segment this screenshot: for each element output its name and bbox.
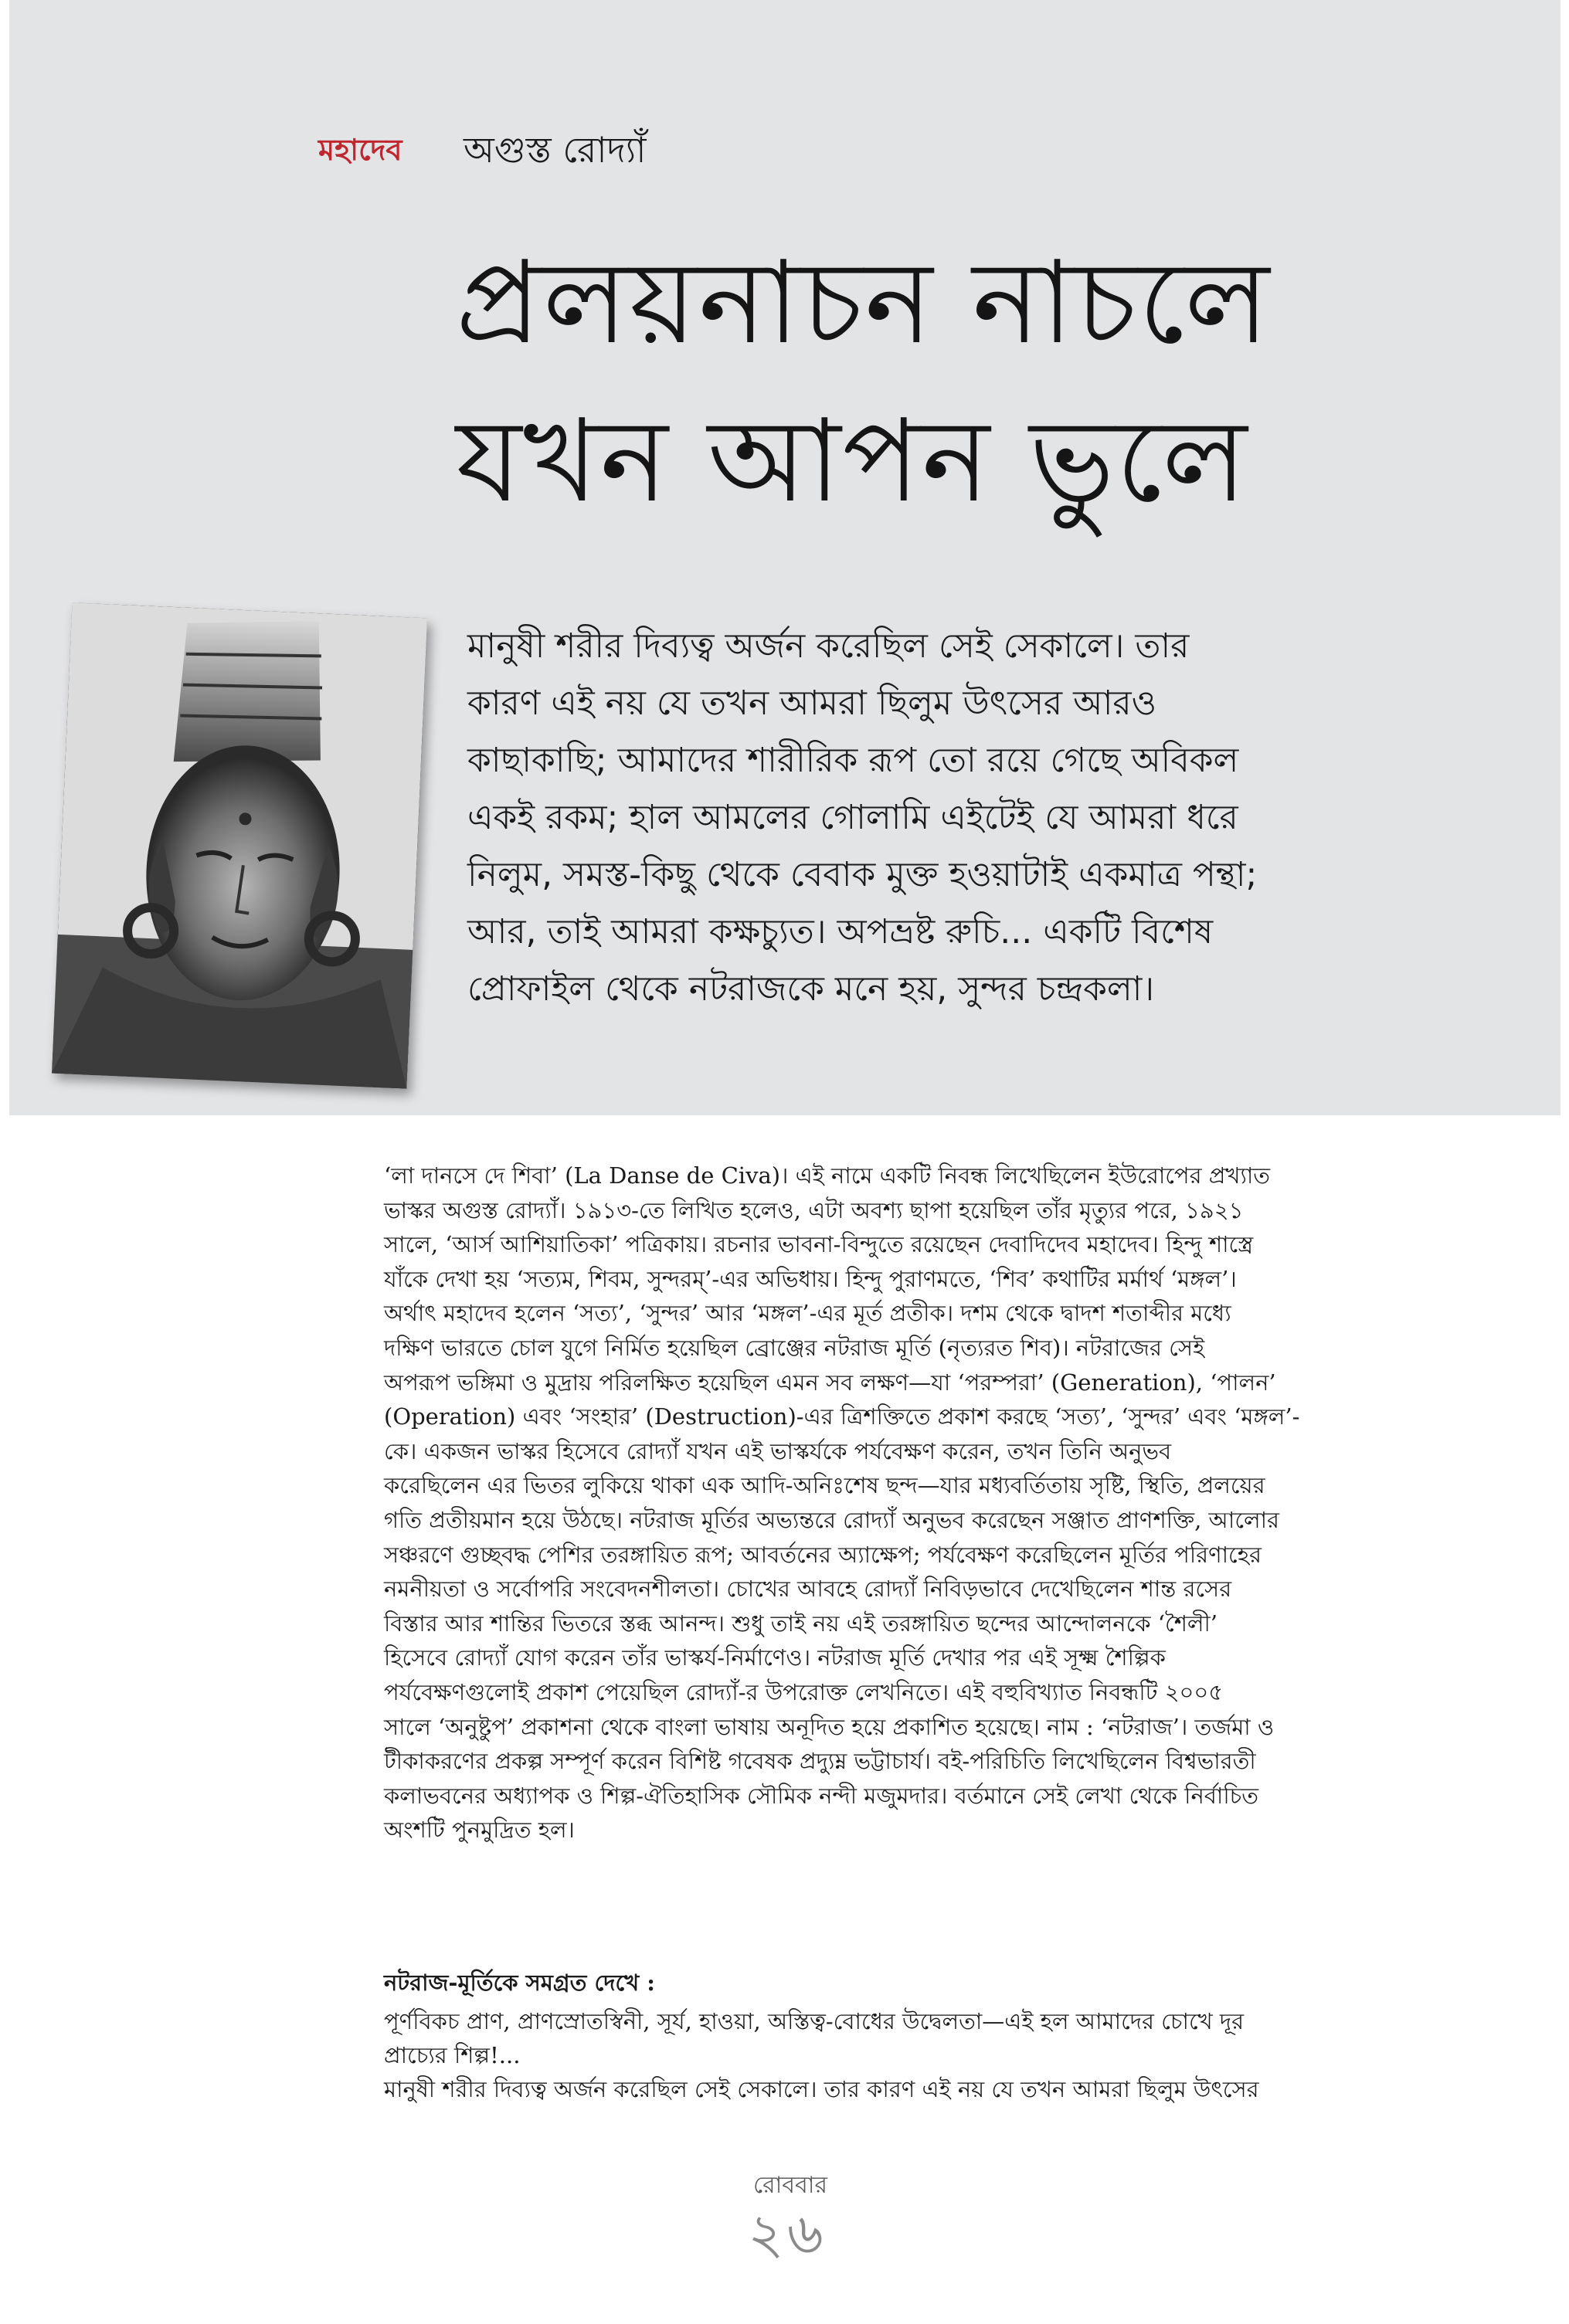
lead-line: কারণ এই নয় যে তখন আমরা ছিলুম উৎসের আরও bbox=[467, 684, 1156, 723]
body-paragraph bbox=[384, 1159, 1388, 1847]
page-number: ২৬ bbox=[748, 2201, 827, 2266]
lead-line: প্রোফাইল থেকে নটরাজকে মনে হয়, সুন্দর চন্দ্রকলা। bbox=[467, 969, 1155, 1009]
quote-line: প্রাচ্যের শিল্প!... bbox=[384, 2042, 521, 2068]
body-line: করেছিলেন এর ভিতর লুকিয়ে থাকা এক আদি-অনিঃশেষ ছন্দ—যার মধ্যবর্তিতায় সৃষ্টি, স্থিতি, প্রলয়ের bbox=[384, 1472, 1265, 1499]
lead-line: নিলুম, সমস্ত-কিছু থেকে বেবাক মুক্ত হওয়াটাই একমাত্র পন্থা; bbox=[467, 855, 1258, 894]
body-line: যাঁকে দেখা হয় ‘সত্যম, শিবম, সুন্দরম্’-এর অভিধায়। হিন্দু পুরাণমতে, ‘শিব’ কথাটির মর্মার্থ ‘মঙ্গল’। bbox=[384, 1265, 1237, 1292]
body-line: নমনীয়তা ও সর্বোপরি সংবেদনশীলতা। চোখের আবহে রোদ্যাঁ নিবিড়ভাবে দেখেছিলেন শান্ত রসের bbox=[384, 1576, 1232, 1603]
sculpture-illustration bbox=[52, 602, 427, 1088]
body-line: পর্যবেক্ষণগুলোই প্রকাশ পেয়েছিল রোদ্যাঁ-র উপরোক্ত লেখনিতে। এই বহুবিখ্যাত নিবন্ধটি ২০০৫ bbox=[384, 1678, 1224, 1705]
quote-line: পূর্ণবিকচ প্রাণ, প্রাণস্রোতস্বিনী, সূর্য, হাওয়া, অস্তিত্ব-বোধের উদ্বেলতা—এই হল আমাদের চোখে দূর bbox=[384, 2008, 1245, 2034]
body-line: ‘লা দানসে দে শিবা’ (La Danse de Civa)। এই নামে একটি নিবন্ধ লিখেছিলেন ইউরোপের প্রখ্যাত bbox=[384, 1162, 1271, 1189]
lead-paragraph bbox=[467, 618, 1503, 1018]
quote-heading: নটরাজ-মূর্তিকে সমগ্রত দেখে : bbox=[384, 1969, 655, 1996]
body-line: সালে ‘অনুষ্টুপ’ প্রকাশনা থেকে বাংলা ভাষায় অনূদিত হয়ে প্রকাশিত হয়েছে। নাম : ‘নটরাজ’। তর্জমা ও bbox=[384, 1713, 1275, 1740]
body-line: দক্ষিণ ভারতে চোল যুগে নির্মিত হয়েছিল ব্রোঞ্জের নটরাজ মূর্তি (নৃত্যরত শিব)। নটরাজের সেই bbox=[384, 1334, 1205, 1361]
footer-section-label: রোববার bbox=[753, 2172, 827, 2199]
body-line: (Operation) এবং ‘সংহার’ (Destruction)-এর ত্রিশক্তিতে প্রকাশ করছে ‘সত্য’, ‘সুন্দর’ এবং ‘মঙ্গল’- bbox=[384, 1403, 1300, 1430]
body-line: টীকাকরণের প্রকল্প সম্পূর্ণ করেন বিশিষ্ট গবেষক প্রদ্যুম্ন ভট্টাচার্য। বই-পরিচিতি লিখেছিলেন বিশ্বভারতী bbox=[384, 1748, 1256, 1775]
body-line: বিস্তার আর শান্তির ভিতরে স্তব্ধ আনন্দ। শুধু তাই নয় এই তরঙ্গায়িত ছন্দের আন্দোলনকে ‘শৈলী’ bbox=[384, 1610, 1218, 1637]
author-byline: অগুস্ত রোদ্যাঁ bbox=[464, 129, 647, 171]
headline-line: যখন আপন ভুলে bbox=[456, 395, 1249, 528]
body-line: কে। একজন ভাস্কর হিসেবে রোদ্যাঁ যখন এই ভাস্কর্যকে পর্যবেক্ষণ করেন, তখন তিনি অনুভব bbox=[384, 1437, 1172, 1464]
lead-line: মানুষী শরীর দিব্যত্ব অর্জন করেছিল সেই সেকালে। তার bbox=[467, 626, 1190, 666]
body-line: কলাভবনের অধ্যাপক ও শিল্প-ঐতিহাসিক সৌমিক নন্দী মজুমদার। বর্তমানে সেই লেখা থেকে নির্বাচিত bbox=[384, 1782, 1259, 1809]
headline bbox=[456, 224, 1522, 541]
lead-line: কাছাকাছি; আমাদের শারীরিক রূপ তো রয়ে গেছে অবিকল bbox=[467, 741, 1239, 780]
lead-line: আর, তাই আমরা কক্ষচ্যুত। অপভ্রষ্ট রুচি... একটি বিশেষ bbox=[467, 912, 1214, 952]
section-kicker: মহাদেব bbox=[318, 132, 402, 167]
body-line: ভাস্কর অগুস্ত রোদ্যাঁ। ১৯১৩-তে লিখিত হলেও, এটা অবশ্য ছাপা হয়েছিল তাঁর মৃত্যুর পরে, ১৯২১ bbox=[384, 1196, 1244, 1223]
body-line: সঞ্চরণে গুচ্ছবদ্ধ পেশির তরঙ্গায়িত রূপ; আবর্তনের অ্যাক্ষেপ; পর্যবেক্ষণ করেছিলেন মূর্তির পরিণাহের bbox=[384, 1541, 1262, 1568]
body-line: গতি প্রতীয়মান হয়ে উঠছে। নটরাজ মূর্তির অভ্যন্তরে রোদ্যাঁ অনুভব করেছেন সঞ্জাত প্রাণশক্তি, আলোর bbox=[384, 1506, 1279, 1533]
body-line: সালে, ‘আর্স আশিয়াতিকা’ পত্রিকায়। রচনার ভাবনা-বিন্দুতে রয়েছেন দেবাদিদেব মহাদেব। হিন্দু শাস্ত্রে bbox=[384, 1231, 1254, 1258]
quote-line: মানুষী শরীর দিব্যত্ব অর্জন করেছিল সেই সেকালে। তার কারণ এই নয় যে তখন আমরা ছিলুম উৎসের bbox=[384, 2076, 1259, 2102]
body-line: অর্থাৎ মহাদেব হলেন ‘সত্য’, ‘সুন্দর’ আর ‘মঙ্গল’-এর মূর্ত প্রতীক। দশম থেকে দ্বাদশ শতাব্দীর মধ্যে bbox=[384, 1300, 1231, 1327]
body-line: হিসেবে রোদ্যাঁ যোগ করেন তাঁর ভাস্কর্য-নির্মাণেও। নটরাজ মূর্তি দেখার পর এই সূক্ষ্ম শৈল্পিক bbox=[384, 1644, 1166, 1671]
quote-paragraph bbox=[384, 2004, 1388, 2106]
nataraja-photo bbox=[52, 602, 427, 1088]
lead-line: একই রকম; হাল আমলের গোলামি এইটেই যে আমরা ধরে bbox=[467, 798, 1238, 837]
body-line: অপরূপ ভঙ্গিমা ও মুদ্রায় পরিলক্ষিত হয়েছিল এমন সব লক্ষণ—যা ‘পরম্পরা’ (Generation), ‘পালন’ bbox=[384, 1369, 1276, 1396]
body-line: অংশটি পুনমুদ্রিত হল। bbox=[384, 1817, 575, 1844]
headline-line: প্রলয়নাচন নাচলে bbox=[456, 236, 1272, 369]
